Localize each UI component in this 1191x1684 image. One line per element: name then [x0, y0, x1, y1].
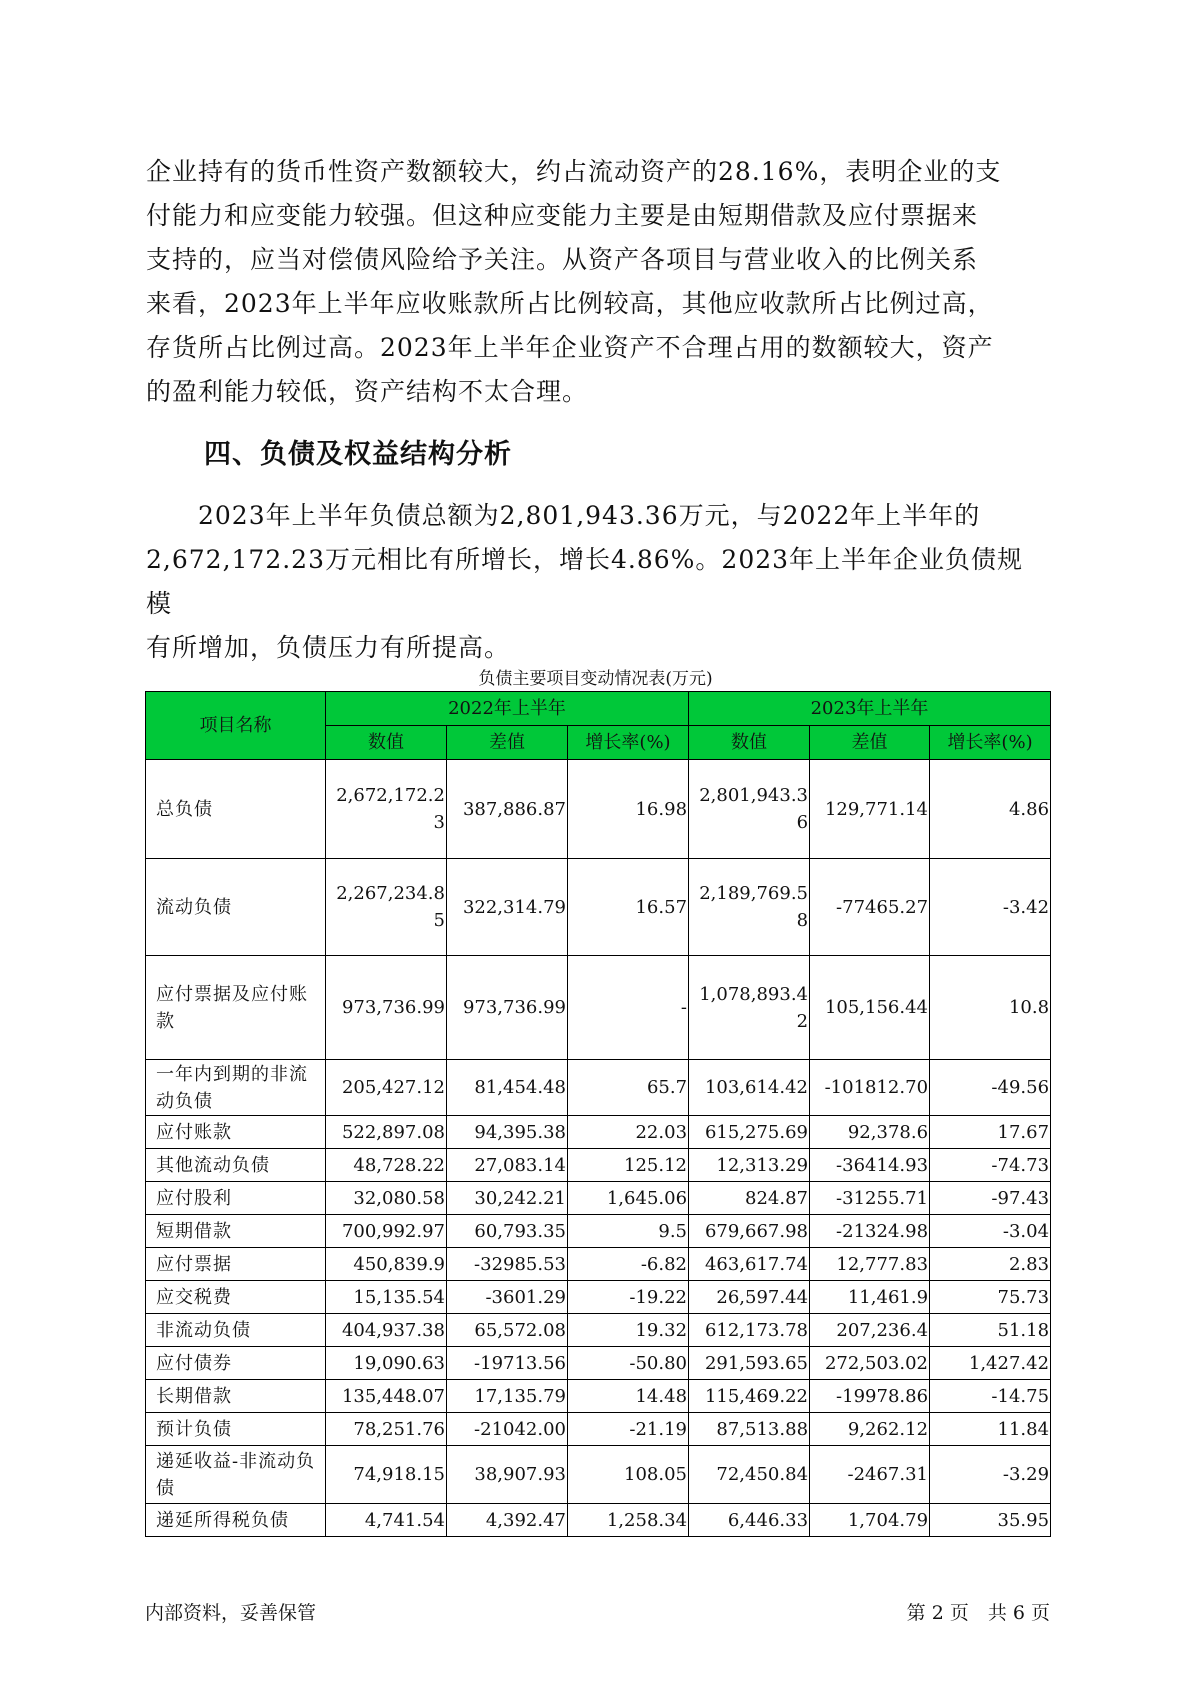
- rate-2023: 51.18: [930, 1314, 1051, 1347]
- diff-2022: 387,886.87: [447, 760, 568, 859]
- value-2022: 522,897.08: [326, 1116, 447, 1149]
- diff-2023: 1,704.79: [810, 1504, 930, 1537]
- intro-line: 的盈利能力较低，资产结构不太合理。: [146, 377, 589, 406]
- rate-2023: 1,427.42: [930, 1347, 1051, 1380]
- diff-2023: 207,236.4: [810, 1314, 930, 1347]
- diff-2023: -2467.31: [810, 1446, 930, 1504]
- value-2023: 115,469.22: [689, 1380, 810, 1413]
- value-2022: 2,267,234.85: [326, 859, 447, 956]
- rate-2022: 16.98: [568, 760, 689, 859]
- table-row: [146, 1314, 1051, 1347]
- header-period-2023: 2023年上半年: [689, 692, 1051, 726]
- value-2023: 87,513.88: [689, 1413, 810, 1446]
- diff-2023: 12,777.83: [810, 1248, 930, 1281]
- rate-2022: -: [568, 956, 689, 1060]
- value-2023: 103,614.42: [689, 1060, 810, 1116]
- diff-2023: -19978.86: [810, 1380, 930, 1413]
- rate-2023: 75.73: [930, 1281, 1051, 1314]
- rate-2023: -97.43: [930, 1182, 1051, 1215]
- rate-2023: -14.75: [930, 1380, 1051, 1413]
- row-name: 短期借款: [146, 1215, 326, 1248]
- header-value-2022: 数值: [326, 726, 447, 760]
- value-2022: 19,090.63: [326, 1347, 447, 1380]
- diff-2022: 30,242.21: [447, 1182, 568, 1215]
- section-line: 2,672,172.23万元相比有所增长，增长4.86%。2023年上半年企业负债规模: [146, 545, 1024, 618]
- row-name: 其他流动负债: [146, 1149, 326, 1182]
- intro-line: 来看，2023年上半年应收账款所占比例较高，其他应收款所占比例过高，: [146, 289, 994, 318]
- diff-2022: -32985.53: [447, 1248, 568, 1281]
- rate-2022: -50.80: [568, 1347, 689, 1380]
- diff-2023: 9,262.12: [810, 1413, 930, 1446]
- table-row: [146, 1116, 1051, 1149]
- row-name: 应付账款: [146, 1116, 326, 1149]
- diff-2022: 65,572.08: [447, 1314, 568, 1347]
- value-2022: 32,080.58: [326, 1182, 447, 1215]
- diff-2022: 27,083.14: [447, 1149, 568, 1182]
- table-row: [146, 956, 1051, 1060]
- rate-2022: 125.12: [568, 1149, 689, 1182]
- diff-2023: 272,503.02: [810, 1347, 930, 1380]
- section-heading: 四、负债及权益结构分析: [204, 439, 512, 470]
- rate-2023: 35.95: [930, 1504, 1051, 1537]
- value-2023: 615,275.69: [689, 1116, 810, 1149]
- diff-2022: -19713.56: [447, 1347, 568, 1380]
- value-2022: 205,427.12: [326, 1060, 447, 1116]
- footer-confidential: 内部资料，妥善保管: [145, 1602, 317, 1624]
- rate-2023: -3.42: [930, 859, 1051, 956]
- table-row: [146, 859, 1051, 956]
- value-2023: 72,450.84: [689, 1446, 810, 1504]
- rate-2022: -6.82: [568, 1248, 689, 1281]
- value-2023: 2,801,943.36: [689, 760, 810, 859]
- table-row: [146, 1347, 1051, 1380]
- table-row: [146, 1215, 1051, 1248]
- rate-2022: 9.5: [568, 1215, 689, 1248]
- header-rate-2022: 增长率(%): [568, 726, 689, 760]
- header-diff-2022: 差值: [447, 726, 568, 760]
- value-2022: 4,741.54: [326, 1504, 447, 1537]
- header-diff-2023: 差值: [810, 726, 930, 760]
- table-row: [146, 1504, 1051, 1537]
- diff-2022: 17,135.79: [447, 1380, 568, 1413]
- rate-2023: -3.29: [930, 1446, 1051, 1504]
- value-2022: 404,937.38: [326, 1314, 447, 1347]
- diff-2023: -101812.70: [810, 1060, 930, 1116]
- rate-2022: 108.05: [568, 1446, 689, 1504]
- diff-2022: 94,395.38: [447, 1116, 568, 1149]
- diff-2023: -31255.71: [810, 1182, 930, 1215]
- rate-2022: 16.57: [568, 859, 689, 956]
- row-name: 递延收益-非流动负债: [146, 1446, 326, 1504]
- row-name: 递延所得税负债: [146, 1504, 326, 1537]
- value-2022: 78,251.76: [326, 1413, 447, 1446]
- row-name: 应付票据: [146, 1248, 326, 1281]
- row-name: 应付股利: [146, 1182, 326, 1215]
- footer-page-number: 第 2 页 共 6 页: [906, 1602, 1050, 1624]
- rate-2022: 65.7: [568, 1060, 689, 1116]
- diff-2022: 322,314.79: [447, 859, 568, 956]
- table-row: [146, 1446, 1051, 1504]
- rate-2023: 17.67: [930, 1116, 1051, 1149]
- diff-2023: 11,461.9: [810, 1281, 930, 1314]
- section-line: 2023年上半年负债总额为2,801,943.36万元，与2022年上半年的: [146, 501, 981, 530]
- diff-2023: 129,771.14: [810, 760, 930, 859]
- table-row: [146, 1149, 1051, 1182]
- header-item-name: 项目名称: [146, 692, 326, 760]
- value-2023: 291,593.65: [689, 1347, 810, 1380]
- rate-2022: 22.03: [568, 1116, 689, 1149]
- table-row: [146, 1182, 1051, 1215]
- table-row: [146, 1060, 1051, 1116]
- row-name: 应交税费: [146, 1281, 326, 1314]
- row-name: 预计负债: [146, 1413, 326, 1446]
- intro-line: 付能力和应变能力较强。但这种应变能力主要是由短期借款及应付票据来: [146, 201, 979, 230]
- table-row: [146, 1380, 1051, 1413]
- rate-2022: -21.19: [568, 1413, 689, 1446]
- value-2023: 679,667.98: [689, 1215, 810, 1248]
- rate-2022: 1,645.06: [568, 1182, 689, 1215]
- table-row: [146, 1248, 1051, 1281]
- rate-2023: -49.56: [930, 1060, 1051, 1116]
- value-2022: 15,135.54: [326, 1281, 447, 1314]
- value-2022: 48,728.22: [326, 1149, 447, 1182]
- value-2022: 135,448.07: [326, 1380, 447, 1413]
- diff-2023: 92,378.6: [810, 1116, 930, 1149]
- diff-2022: -21042.00: [447, 1413, 568, 1446]
- rate-2023: 11.84: [930, 1413, 1051, 1446]
- value-2022: 74,918.15: [326, 1446, 447, 1504]
- diff-2023: -77465.27: [810, 859, 930, 956]
- table-caption: 负债主要项目变动情况表(万元): [478, 669, 713, 689]
- liability-table: [145, 691, 1051, 1537]
- section-paragraph: [146, 494, 1046, 670]
- diff-2022: 60,793.35: [447, 1215, 568, 1248]
- diff-2023: -21324.98: [810, 1215, 930, 1248]
- diff-2023: 105,156.44: [810, 956, 930, 1060]
- intro-line: 存货所占比例过高。2023年上半年企业资产不合理占用的数额较大，资产: [146, 333, 994, 362]
- value-2023: 463,617.74: [689, 1248, 810, 1281]
- rate-2022: 19.32: [568, 1314, 689, 1347]
- value-2023: 26,597.44: [689, 1281, 810, 1314]
- value-2023: 12,313.29: [689, 1149, 810, 1182]
- rate-2023: -3.04: [930, 1215, 1051, 1248]
- table-row: [146, 1281, 1051, 1314]
- diff-2022: 81,454.48: [447, 1060, 568, 1116]
- row-name: 非流动负债: [146, 1314, 326, 1347]
- table-row: [146, 760, 1051, 859]
- value-2023: 2,189,769.58: [689, 859, 810, 956]
- value-2022: 450,839.9: [326, 1248, 447, 1281]
- rate-2022: 14.48: [568, 1380, 689, 1413]
- rate-2023: 2.83: [930, 1248, 1051, 1281]
- rate-2023: 4.86: [930, 760, 1051, 859]
- header-period-2022: 2022年上半年: [326, 692, 689, 726]
- value-2022: 700,992.97: [326, 1215, 447, 1248]
- rate-2023: -74.73: [930, 1149, 1051, 1182]
- row-name: 应付债券: [146, 1347, 326, 1380]
- diff-2022: -3601.29: [447, 1281, 568, 1314]
- intro-line: 企业持有的货币性资产数额较大，约占流动资产的28.16%，表明企业的支: [146, 157, 1002, 186]
- diff-2022: 38,907.93: [447, 1446, 568, 1504]
- diff-2023: -36414.93: [810, 1149, 930, 1182]
- section-line: 有所增加，负债压力有所提高。: [146, 633, 511, 662]
- table-row: [146, 1413, 1051, 1446]
- row-name: 长期借款: [146, 1380, 326, 1413]
- rate-2022: 1,258.34: [568, 1504, 689, 1537]
- value-2023: 6,446.33: [689, 1504, 810, 1537]
- value-2023: 824.87: [689, 1182, 810, 1215]
- value-2023: 612,173.78: [689, 1314, 810, 1347]
- row-name: 一年内到期的非流动负债: [146, 1060, 326, 1116]
- header-value-2023: 数值: [689, 726, 810, 760]
- row-name: 总负债: [146, 760, 326, 859]
- row-name: 应付票据及应付账款: [146, 956, 326, 1060]
- diff-2022: 973,736.99: [447, 956, 568, 1060]
- intro-line: 支持的，应当对偿债风险给予关注。从资产各项目与营业收入的比例关系: [146, 245, 979, 274]
- value-2022: 973,736.99: [326, 956, 447, 1060]
- value-2023: 1,078,893.42: [689, 956, 810, 1060]
- header-rate-2023: 增长率(%): [930, 726, 1051, 760]
- rate-2022: -19.22: [568, 1281, 689, 1314]
- row-name: 流动负债: [146, 859, 326, 956]
- intro-paragraph: [146, 150, 1046, 414]
- diff-2022: 4,392.47: [447, 1504, 568, 1537]
- rate-2023: 10.8: [930, 956, 1051, 1060]
- value-2022: 2,672,172.23: [326, 760, 447, 859]
